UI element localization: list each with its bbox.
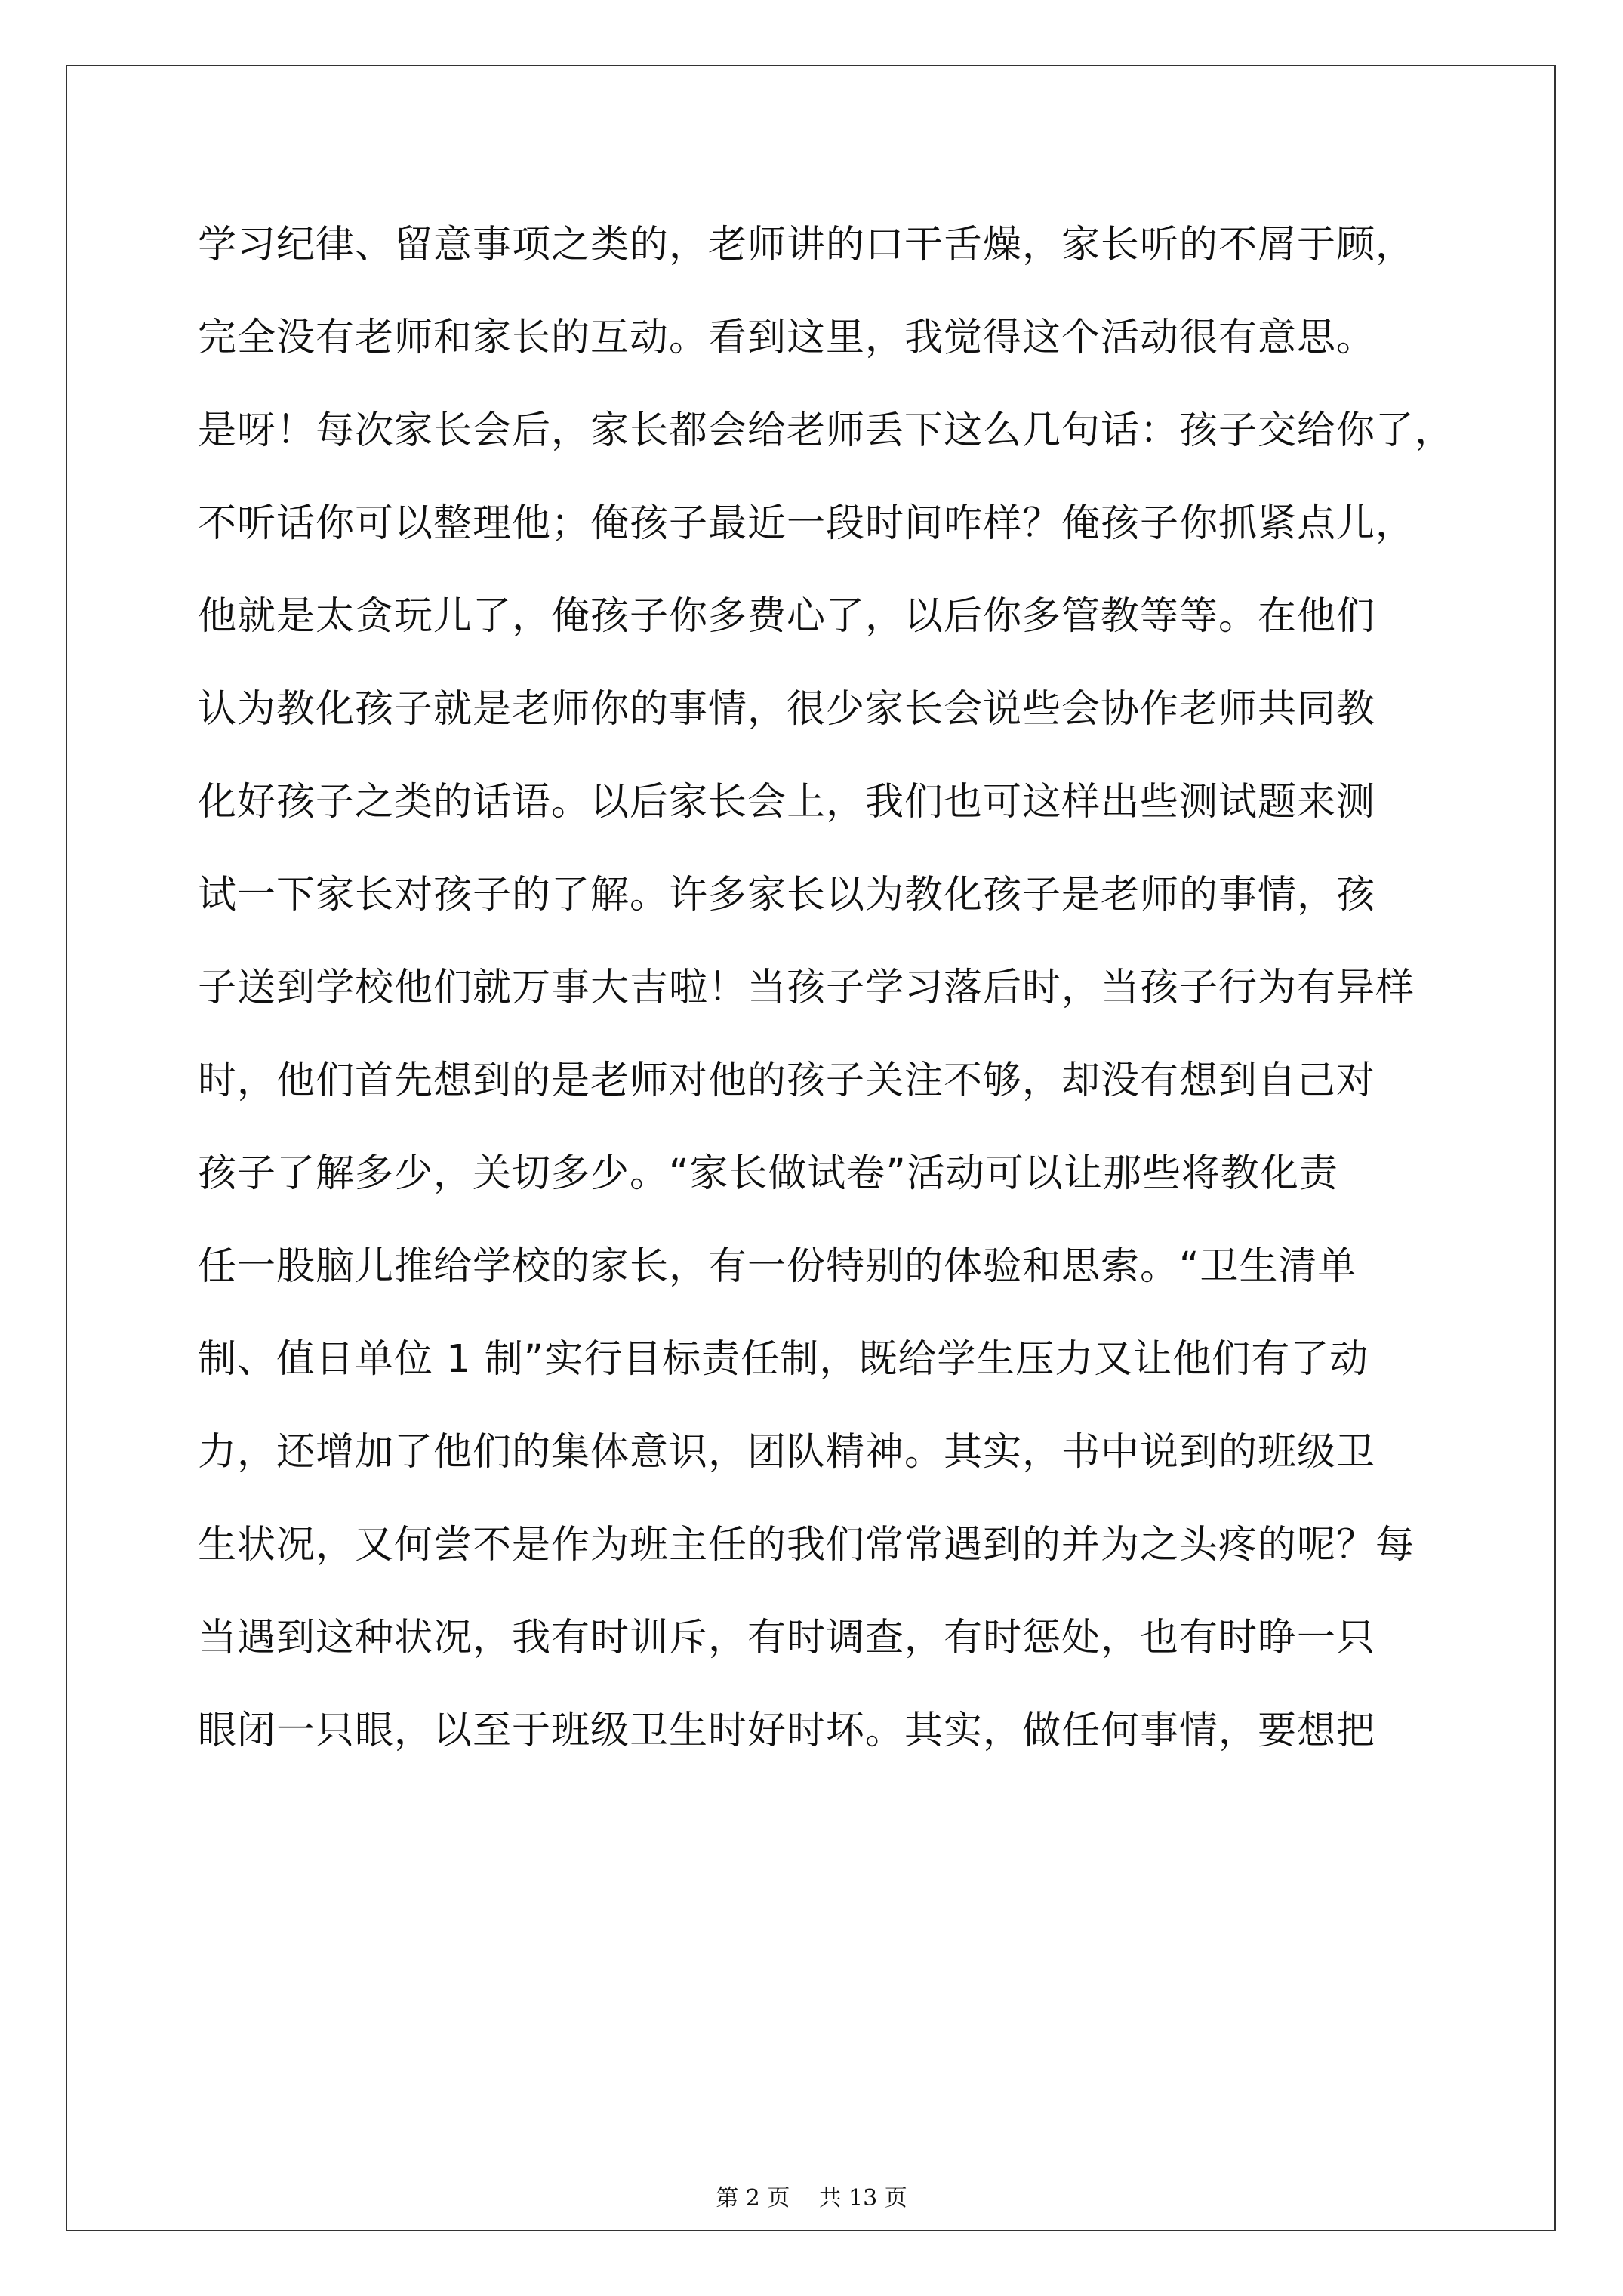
page-number-footer: 第 2 页 共 13 页	[716, 2185, 907, 2211]
text-line: 学习纪律、留意事项之类的，老师讲的口干舌燥，家长听的不屑于顾，	[198, 223, 1415, 267]
text-line: 时，他们首先想到的是老师对他的孩子关注不够，却没有想到自己对	[198, 1059, 1376, 1103]
text-line: 完全没有老师和家长的互动。看到这里，我觉得这个活动很有意思。	[198, 316, 1376, 360]
text-line: 是呀！每次家长会后，家长都会给老师丢下这么几句话：孩子交给你了，	[198, 408, 1455, 453]
text-line: 制、值日单位 1 制”实行目标责任制，既给学生压力又让他们有了动	[198, 1337, 1369, 1382]
text-line: 力，还增加了他们的集体意识，团队精神。其实，书中说到的班级卫	[198, 1430, 1376, 1475]
text-line: 化好孩子之类的话语。以后家长会上，我们也可这样出些测试题来测	[198, 780, 1376, 824]
text-line: 眼闭一只眼，以至于班级卫生时好时坏。其实，做任何事情，要想把	[198, 1709, 1376, 1753]
text-line: 孩子了解多少，关切多少。“家长做试卷”活动可以让那些将教化责	[198, 1151, 1338, 1196]
text-line: 不听话你可以整理他；俺孩子最近一段时间咋样？俺孩子你抓紧点儿，	[198, 501, 1415, 546]
text-line: 生状况，又何尝不是作为班主任的我们常常遇到的并为之头疼的呢？每	[198, 1523, 1415, 1567]
text-line: 子送到学校他们就万事大吉啦！当孩子学习落后时，当孩子行为有异样	[198, 966, 1415, 1010]
text-line: 任一股脑儿推给学校的家长，有一份特别的体验和思索。“卫生清单	[198, 1244, 1357, 1289]
text-line: 认为教化孩子就是老师你的事情，很少家长会说些会协作老师共同教	[198, 687, 1376, 732]
text-line: 当遇到这种状况，我有时训斥，有时调查，有时惩处，也有时睁一只	[198, 1616, 1376, 1660]
text-line: 试一下家长对孩子的了解。许多家长以为教化孩子是老师的事情，孩	[198, 873, 1376, 917]
text-line: 他就是太贪玩儿了，俺孩子你多费心了，以后你多管教等等。在他们	[198, 594, 1376, 639]
